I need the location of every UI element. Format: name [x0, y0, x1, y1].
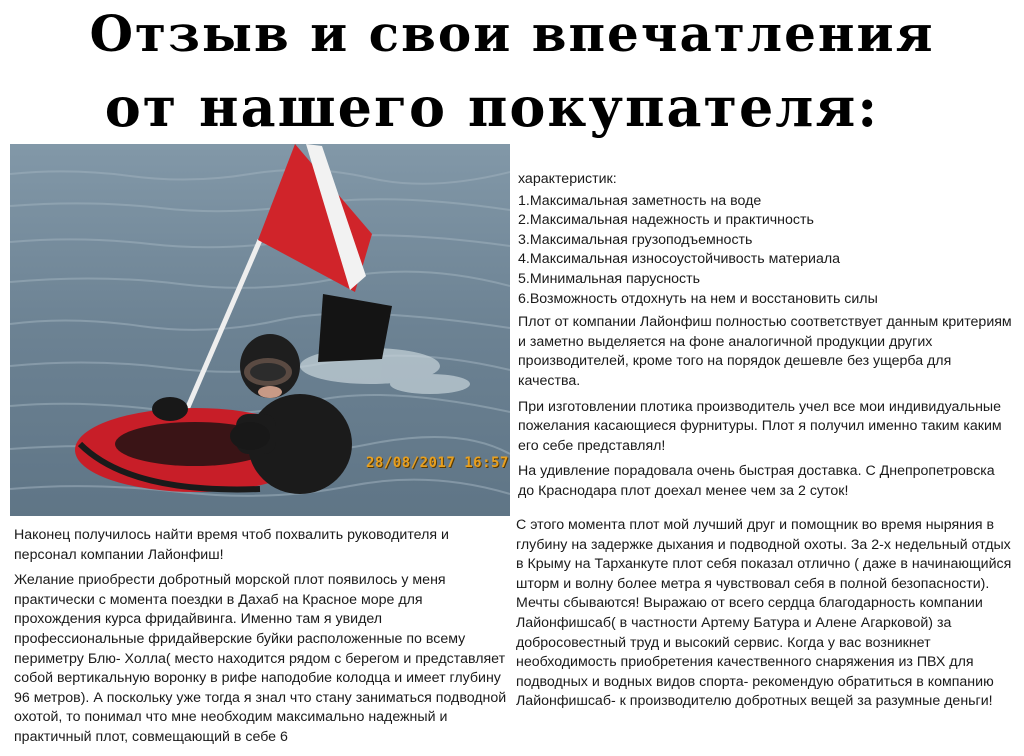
- list-item: 2.Максимальная надежность и практичность: [518, 212, 814, 229]
- headline-line-1: Отзыв и свои впечатления: [89, 4, 935, 63]
- paragraph-usage: С этого момента плот мой лучший друг и помощник во время ныряния в глубину на задержке дыхания и подводной охоты. За 2-х недельный отдых в Крыму на Тарханкуте плот себя показал отлично ( даже в начинающийся шторм и волну более метра я чувствовал себя в полной безопасности).: [516, 517, 1012, 592]
- characteristics-list: [518, 192, 1014, 310]
- list-item: 4.Максимальная износоустойчивость материала: [518, 251, 841, 268]
- paragraph-manufacturing: При изготовлении плотика производитель учел все мои индивидуальные пожелания касающиеся фурнитуры. Плот я получил именно таким каким его себе представлял!: [518, 398, 1002, 454]
- list-item: 1.Максимальная заметность на воде: [518, 192, 762, 209]
- photo-timestamp: 28/08/2017 16:57: [366, 455, 509, 471]
- paragraph-criteria: Плот от компании Лайонфиш полностью соответствует данным критериям и заметно выделяется на фоне аналогичной продукции других производителей, кроме того на порядок дешевле без ущерба для качества.: [518, 314, 1012, 389]
- paragraph-thanks: Наконец получилось найти время чтоб похвалить руководителя и персонал компании Лайонфиш!: [14, 527, 449, 563]
- headline-line-2: от нашего покупателя:: [104, 75, 880, 139]
- list-item: 5.Минимальная парусность: [518, 270, 701, 287]
- list-item: 3.Максимальная грузоподъемность: [518, 231, 753, 248]
- list-intro: характеристик:: [518, 171, 617, 187]
- list-item: 6.Возможность отдохнуть на нем и восстановить силы: [518, 290, 878, 307]
- review-left-bottom: [14, 526, 510, 754]
- paragraph-delivery: На удивление порадовала очень быстрая доставка. С Днепропетровска до Краснодара плот доехал менее чем за 2 суток!: [518, 463, 995, 499]
- fin: [318, 294, 392, 362]
- review-right-top: [518, 170, 1014, 508]
- customer-photo: [10, 144, 510, 516]
- review-right-bottom: [516, 516, 1016, 712]
- paragraph-story: Желание приобрести добротный морской плот появилось у меня практически с момента поездки в Дахаб на Красное море для прохождения курса фридайвинга. Именно там я увидел профессиональные фридайверские буйки расположенные по всему периметру Блю- Холла( место находится рядом с берегом и представляет собой вертикальную воронку в рифе наподобие колодца и имеет глубину 96 метров). А поскольку уже тогда я знал что стану заниматься подводной охотой, то понимал что мне необходим максимально надежный и практичный плот, совмещающий в себе 6: [14, 572, 507, 745]
- paragraph-gratitude: Мечты сбываются! Выражаю от всего сердца благодарность компании Лайонфишсаб( в частности Артему Батура и Алене Агарковой) за добросовестный труд и высокий сервис. Когда у вас возникнет необходимость приобретения качественного снаряжения из ПВХ для подводных и водных видов спорта- рекомендую обратиться в компанию Лайонфишсаб- к производителю добротных вещей за разумные деньги!: [516, 595, 994, 710]
